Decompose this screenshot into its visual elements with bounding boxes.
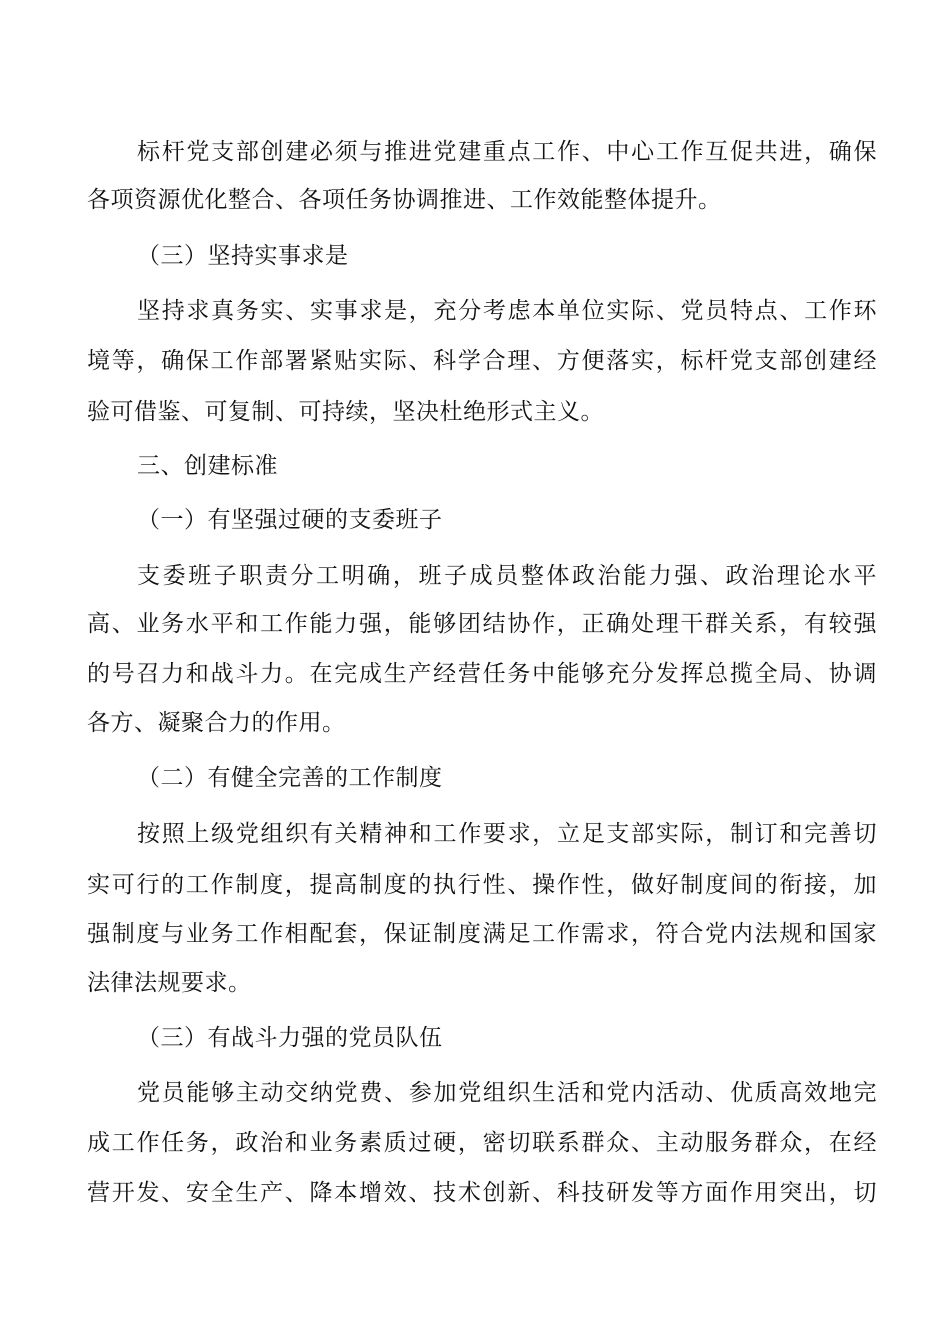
body-text-line: 境等，确保工作部署紧贴实际、科学合理、方便落实，标杆党支部创建经	[87, 348, 877, 374]
body-text-line: 高、业务水平和工作能力强，能够团结协作，正确处理干群关系，有较强	[87, 611, 877, 637]
body-text-line: 坚持求真务实、实事求是，充分考虑本单位实际、党员特点、工作环	[137, 298, 877, 324]
body-text-line: 实可行的工作制度，提高制度的执行性、操作性，做好制度间的衔接，加	[87, 872, 877, 898]
body-text-line: 法律法规要求。	[87, 970, 252, 996]
body-text-line: 标杆党支部创建必须与推进党建重点工作、中心工作互促共进，确保	[137, 139, 877, 165]
section-subheading: （三）有战斗力强的党员队伍	[137, 1025, 443, 1051]
body-text-line: 按照上级党组织有关精神和工作要求，立足支部实际，制订和完善切	[137, 821, 877, 847]
body-text-line: 党员能够主动交纳党费、参加党组织生活和党内活动、优质高效地完	[137, 1080, 877, 1106]
body-text-line: 强制度与业务工作相配套，保证制度满足工作需求，符合党内法规和国家	[87, 921, 877, 947]
section-subheading: （一）有坚强过硬的支委班子	[137, 507, 443, 533]
body-text-line: 支委班子职责分工明确，班子成员整体政治能力强、政治理论水平	[137, 563, 877, 589]
body-text-line: 成工作任务，政治和业务素质过硬，密切联系群众、主动服务群众，在经	[87, 1130, 877, 1156]
body-text-line: 各方、凝聚合力的作用。	[87, 710, 346, 736]
body-text-line: 的号召力和战斗力。在完成生产经营任务中能够充分发挥总揽全局、协调	[87, 661, 877, 687]
body-text-line: 营开发、安全生产、降本增效、技术创新、科技研发等方面作用突出，切	[87, 1180, 877, 1206]
body-text-line: 验可借鉴、可复制、可持续，坚决杜绝形式主义。	[87, 399, 604, 425]
section-subheading: （三）坚持实事求是	[137, 243, 349, 269]
section-subheading: （二）有健全完善的工作制度	[137, 765, 443, 791]
section-heading: 三、创建标准	[137, 453, 278, 479]
body-text-line: 各项资源优化整合、各项任务协调推进、工作效能整体提升。	[87, 187, 722, 213]
